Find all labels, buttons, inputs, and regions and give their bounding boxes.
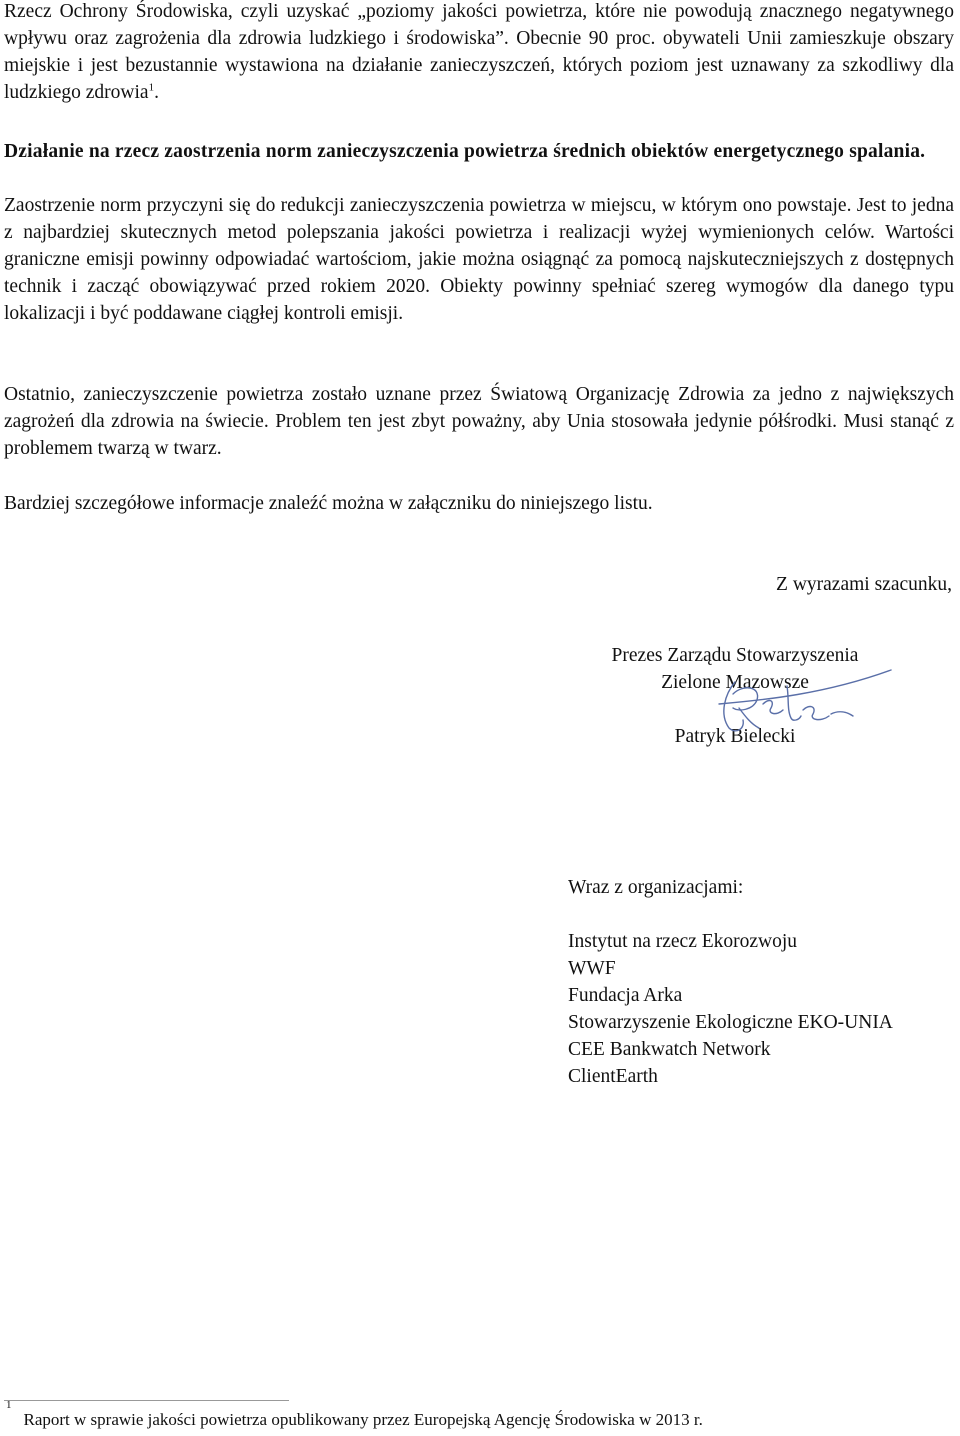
signatory-title-line-1: Prezes Zarządu Stowarzyszenia [611,645,859,666]
intro-line-1: Rzecz Ochrony Środowiska, czyli uzyskać „poziomy jakości powietrza, które nie powodują [4,1,752,22]
intro-paragraph [4,0,954,106]
closing-salutation: Z wyrazami szacunku, [776,574,952,595]
norms-paragraph: Zaostrzenie norm przyczyni się do redukcji zanieczyszczenia powietrza w miejscu, w którym ono powstaje. Jest to jedna z najbardziej skutecznych metod polepszania jakości powietrza i realizacji wyżej wymienionych celów. Wartości graniczne emisji powinny odpowiadać wartościom, jakie można osiągnąć za pomocą najskuteczniejszych z dostępnych technik i zacząć obowiązywać przed rokiem 2020. Obiekty powinny spełniać szereg wymogów dla danego typu lokalizacji i być poddawane ciągłej kontroli emisji. [4,195,954,324]
details-paragraph: Bardziej szczegółowe informacje znaleźć można w załączniku do niniejszego listu. [4,493,653,514]
footnote-divider [4,1400,289,1401]
footnote-number: 1 [6,1399,12,1411]
organization-item: ClientEarth [568,1066,658,1087]
organization-item: CEE Bankwatch Network [568,1039,771,1060]
organization-item: Stowarzyszenie Ekologiczne EKO-UNIA [568,1012,893,1033]
intro-period: . [154,82,159,103]
intro-line-4: zanieczyszczeń, których poziom jest uznawany za szkodliwy dla ludzkiego zdrowia [4,55,954,103]
who-paragraph: Ostatnio, zanieczyszczenie powietrza zostało uznane przez Światową Organizację Zdrowia za jedno z największych zagrożeń dla zdrowia na świecie. Problem ten jest zbyt poważny, aby Unia stosowała jedynie półśrodki. Musi stanąć z problemem twarzą w twarz. [4,384,954,459]
footnote [6,1399,703,1431]
organization-item: WWF [568,958,616,979]
signatory-title-line-2: Zielone Mazowsze [661,672,809,693]
organization-item: Fundacja Arka [568,985,683,1006]
organizations-intro: Wraz z organizacjami: [568,877,744,898]
section-heading: Działanie na rzecz zaostrzenia norm zanieczyszczenia powietrza średnich obiektów energetycznego spalania. [4,141,926,162]
organization-item: Instytut na rzecz Ekorozwoju [568,931,798,952]
intro-line-3: proc. obywateli Unii zamieszkuje obszary miejskie i jest bezustannie wystawiona na działanie [4,28,954,76]
signatory-name: Patryk Bielecki [674,726,796,747]
intro-line-2: znacznego negatywnego wpływu oraz zagrożenia dla zdrowia ludzkiego i środowiska”. Obecnie 90 [4,1,954,49]
handwritten-signature [705,664,895,744]
organizations-block [568,874,893,1090]
footnote-text: Raport w sprawie jakości powietrza opublikowany przez Europejską Agencję Środowiska w 2013 r. [23,1410,703,1429]
footnote-reference: 1 [148,81,155,94]
